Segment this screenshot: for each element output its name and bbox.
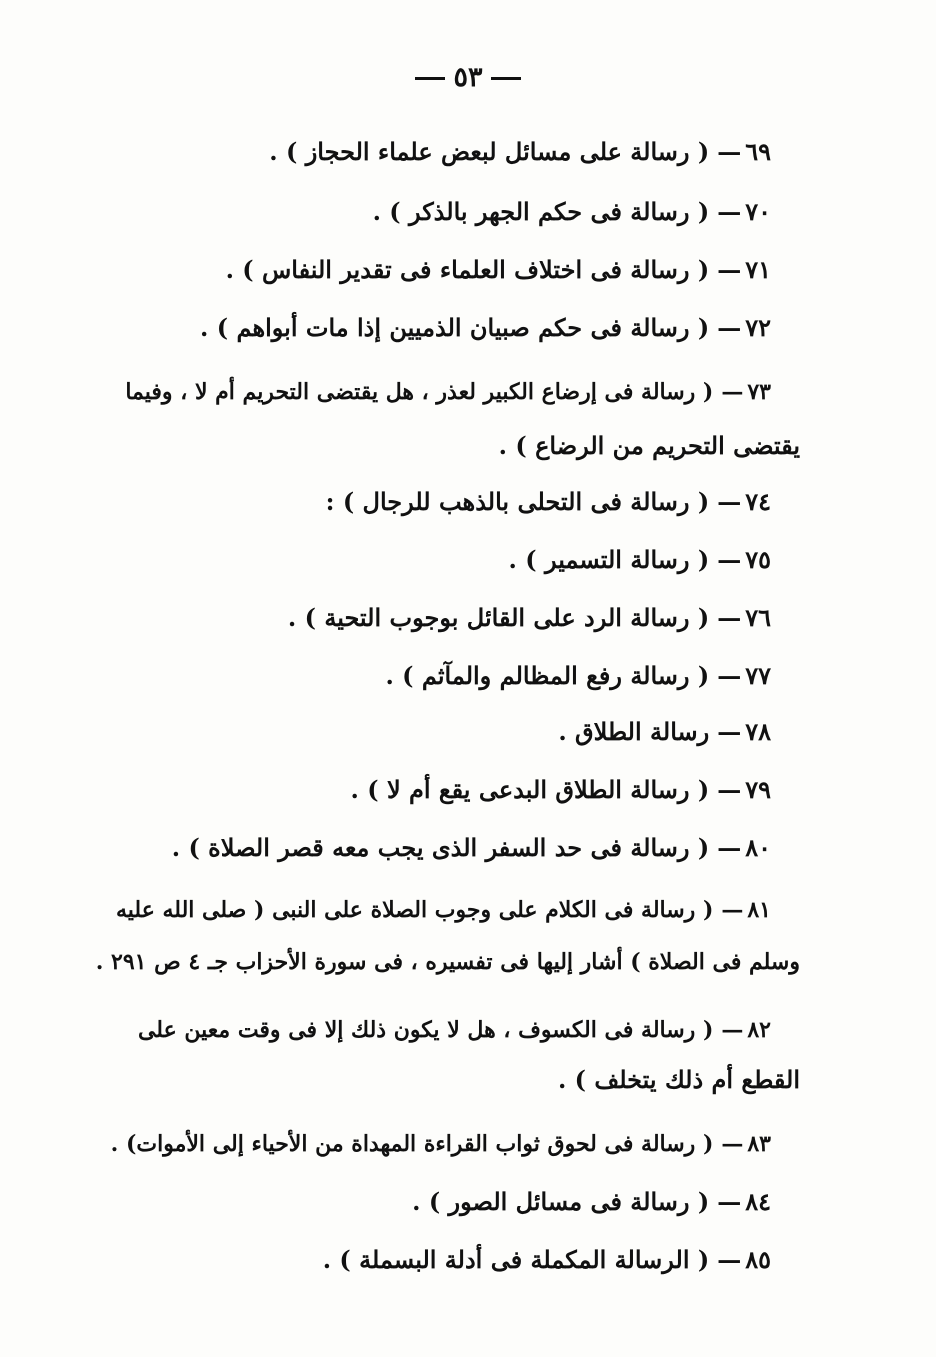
list-item: ٧٧—( رسالة رفع المظالم والمآثم ) . bbox=[385, 656, 771, 696]
item-number: ٨٤ bbox=[745, 1187, 771, 1216]
item-text: ( رسالة فى حكم الجهر بالذكر ) . bbox=[372, 197, 710, 226]
list-item: ٨٠—( رسالة فى حد السفر الذى يجب معه قصر الصلاة ) . bbox=[172, 828, 771, 868]
page-number: ٥٣ bbox=[453, 62, 483, 93]
item-number: ٧٥ bbox=[745, 545, 771, 574]
item-text: ( رسالة فى حكم صبيان الذميين إذا مات أبواهم ) . bbox=[200, 313, 710, 342]
page-header bbox=[0, 58, 936, 98]
item-number: ٨١ bbox=[747, 897, 771, 923]
list-item: ٧٣—( رسالة فى إرضاع الكبير لعذر ، هل يقتضى التحريم أم لا ، وفيما bbox=[125, 372, 771, 412]
item-number: ٧٢ bbox=[745, 313, 771, 342]
list-item: ٨٣—( رسالة فى لحوق ثواب القراءة المهداة من الأحياء إلى الأموات) . bbox=[111, 1124, 771, 1164]
item-text: ( رسالة فى إرضاع الكبير لعذر ، هل يقتضى التحريم أم لا ، وفيما bbox=[125, 379, 714, 405]
item-text: ( رسالة فى لحوق ثواب القراءة المهداة من الأحياء إلى الأموات) . bbox=[110, 1131, 714, 1157]
list-item: ٨٥—( الرسالة المكملة فى أدلة البسملة ) . bbox=[323, 1240, 771, 1280]
list-item: ٧١—( رسالة فى اختلاف العلماء فى تقدير النفاس ) . bbox=[226, 250, 771, 290]
list-item: ٧٠—( رسالة فى حكم الجهر بالذكر ) . bbox=[373, 192, 771, 232]
list-item: ٧٦—( رسالة الرد على القائل بوجوب التحية ) . bbox=[288, 598, 771, 638]
header-dash-left bbox=[415, 77, 445, 80]
item-text: ( رسالة فى الكلام على وجوب الصلاة على النبى ( صلى الله عليه bbox=[115, 897, 714, 923]
item-number: ٧٩ bbox=[745, 775, 771, 804]
item-number: ٨٢ bbox=[747, 1017, 771, 1043]
list-item: ٧٥—( رسالة التسمير ) . bbox=[509, 540, 771, 580]
list-item: ٧٩—( رسالة الطلاق البدعى يقع أم لا ) . bbox=[351, 770, 771, 810]
list-item: ٨١—( رسالة فى الكلام على وجوب الصلاة على النبى ( صلى الله عليه bbox=[116, 890, 771, 930]
item-text: ( رسالة فى اختلاف العلماء فى تقدير النفاس ) . bbox=[225, 255, 710, 284]
list-item: ٨٤—( رسالة فى مسائل الصور ) . bbox=[412, 1182, 771, 1222]
item-text-continuation: القطع أم ذلك يتخلف ) . bbox=[557, 1065, 800, 1094]
list-item-continuation bbox=[96, 942, 800, 982]
item-text: ( رسالة التسمير ) . bbox=[508, 545, 710, 574]
item-number: ٦٩ bbox=[745, 137, 771, 166]
item-text-continuation: وسلم فى الصلاة ) أشار إليها فى تفسيره ، فى سورة الأحزاب جـ ٤ ص ٢٩١ . bbox=[95, 949, 800, 975]
item-text: ( رسالة فى التحلى بالذهب للرجال ) : bbox=[325, 487, 710, 516]
header-dash-right bbox=[491, 77, 521, 80]
item-text: ( رسالة الرد على القائل بوجوب التحية ) . bbox=[287, 603, 710, 632]
item-text: ( رسالة الطلاق البدعى يقع أم لا ) . bbox=[350, 775, 710, 804]
item-number: ٨٣ bbox=[747, 1131, 771, 1157]
item-text: ( رسالة على مسائل لبعض علماء الحجاز ) . bbox=[269, 137, 710, 166]
item-text: ( رسالة فى مسائل الصور ) . bbox=[412, 1187, 710, 1216]
list-item: ٧٨—رسالة الطلاق . bbox=[558, 712, 771, 752]
item-number: ٧٧ bbox=[745, 661, 771, 690]
item-number: ٧١ bbox=[745, 255, 771, 284]
item-text: ( رسالة فى الكسوف ، هل لا يكون ذلك إلا فى وقت معين على bbox=[137, 1017, 714, 1043]
list-item: ٦٩—( رسالة على مسائل لبعض علماء الحجاز ) . bbox=[269, 132, 771, 172]
item-text: ( رسالة رفع المظالم والمآثم ) . bbox=[385, 661, 710, 690]
list-item-continuation bbox=[558, 1060, 800, 1100]
item-number: ٧٤ bbox=[745, 487, 771, 516]
item-number: ٧٠ bbox=[745, 197, 771, 226]
list-item: ٧٢—( رسالة فى حكم صبيان الذميين إذا مات أبواهم ) . bbox=[200, 308, 771, 348]
list-item-continuation bbox=[499, 426, 800, 466]
item-number: ٨٥ bbox=[745, 1245, 771, 1274]
item-number: ٨٠ bbox=[745, 833, 771, 862]
list-item: ٨٢—( رسالة فى الكسوف ، هل لا يكون ذلك إلا فى وقت معين على bbox=[138, 1010, 771, 1050]
item-number: ٧٨ bbox=[745, 717, 771, 746]
item-number: ٧٦ bbox=[745, 603, 771, 632]
item-text: ( الرسالة المكملة فى أدلة البسملة ) . bbox=[322, 1245, 710, 1274]
item-number: ٧٣ bbox=[747, 379, 771, 405]
item-text: ( رسالة فى حد السفر الذى يجب معه قصر الصلاة ) . bbox=[171, 833, 710, 862]
item-text-continuation: يقتضى التحريم من الرضاع ) . bbox=[498, 431, 800, 460]
item-text: رسالة الطلاق . bbox=[558, 717, 710, 746]
list-item: ٧٤—( رسالة فى التحلى بالذهب للرجال ) : bbox=[326, 482, 771, 522]
